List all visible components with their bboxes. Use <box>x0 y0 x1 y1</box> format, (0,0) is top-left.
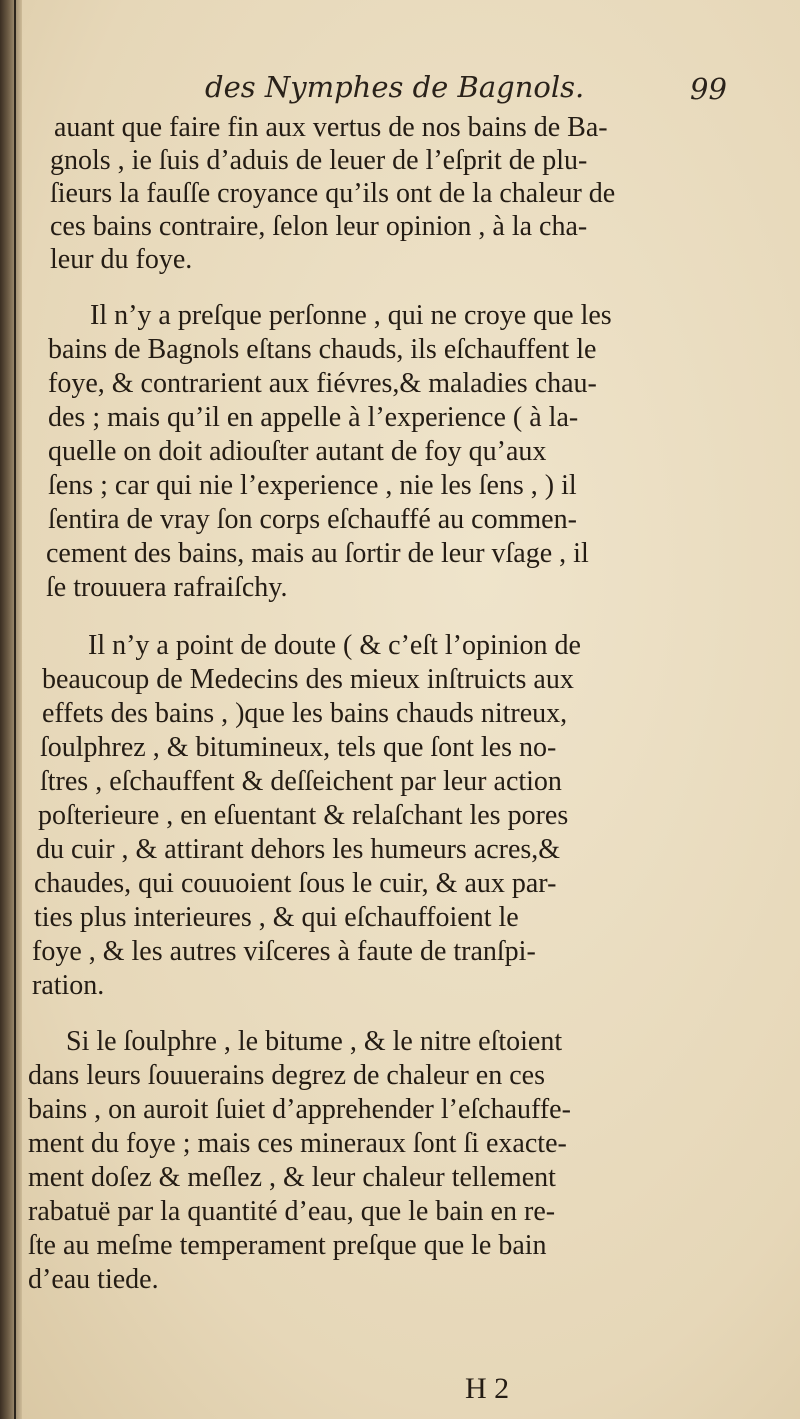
text-line: ration. <box>32 970 105 1001</box>
text-line: leur du foye. <box>50 244 193 275</box>
text-line: ment du foye ; mais ces mineraux ſont ſi exacte- <box>28 1128 567 1159</box>
text-line: beaucoup de Medecins des mieux inſtruicts aux <box>42 664 574 695</box>
text-line: Si le ſoulphre , le bitume , & le nitre eſtoient <box>66 1026 563 1057</box>
text-line: Il n’y a preſque perſonne , qui ne croye que les <box>90 300 612 331</box>
text-line: effets des bains , )que les bains chauds nitreux, <box>42 698 568 729</box>
text-line: chaudes, qui couuoient ſous le cuir, & aux par- <box>34 868 557 899</box>
text-line: du cuir , & attirant dehors les humeurs acres,& <box>36 834 561 865</box>
text-line: gnols , ie ſuis d’aduis de leuer de l’eſprit de plu- <box>50 145 588 176</box>
text-line: dans leurs ſouuerains degrez de chaleur en ces <box>28 1060 545 1091</box>
page-number: 99 <box>690 72 727 106</box>
page-header <box>0 70 800 110</box>
text-line: ſoulphrez , & bitumineux, tels que ſont les no- <box>40 732 557 763</box>
text-line: ment doſez & meſlez , & leur chaleur tellement <box>28 1162 556 1193</box>
text-line: ſte au meſme temperament preſque que le bain <box>28 1230 547 1261</box>
text-line: cement des bains, mais au ſortir de leur vſage , il <box>46 538 589 569</box>
text-line: d’eau tiede. <box>28 1264 159 1295</box>
running-head: des Nymphes de Bagnols. <box>205 70 585 104</box>
binding-edge <box>0 0 22 1419</box>
text-line: foye , & les autres viſceres à faute de tranſpi- <box>32 936 536 967</box>
text-line: bains , on auroit ſuiet d’apprehender l’eſchauffe- <box>28 1094 571 1125</box>
binding-rule <box>14 0 16 1419</box>
text-line: bains de Bagnols eſtans chauds, ils eſchauffent le <box>48 334 597 365</box>
text-line: ſens ; car qui nie l’experience , nie les ſens , ) il <box>48 470 577 501</box>
text-line: Il n’y a point de doute ( & c’eſt l’opinion de <box>88 630 581 661</box>
text-line: ces bains contraire, ſelon leur opinion , à la cha- <box>50 211 588 242</box>
text-line: ſtres , eſchauffent & deſſeichent par leur action <box>40 766 562 797</box>
text-line: rabatuë par la quantité d’eau, que le bain en re- <box>28 1196 556 1227</box>
text-line: poſterieure , en eſuentant & relaſchant les pores <box>38 800 569 831</box>
text-line: des ; mais qu’il en appelle à l’experience ( à la- <box>48 402 579 433</box>
text-line: ſentira de vray ſon corps eſchauffé au commen- <box>48 504 577 535</box>
text-line: foye, & contrarient aux fiévres,& maladies chau- <box>48 368 597 399</box>
text-line: ſieurs la fauſſe croyance qu’ils ont de la chaleur de <box>50 178 616 209</box>
text-line: ſe trouuera rafraiſchy. <box>46 572 288 603</box>
text-line: auant que faire fin aux vertus de nos bains de Ba- <box>54 112 608 143</box>
text-line: ties plus interieures , & qui eſchauffoient le <box>34 902 519 933</box>
text-line: quelle on doit adiouſter autant de foy qu’aux <box>48 436 547 467</box>
signature-mark: H 2 <box>465 1372 510 1405</box>
